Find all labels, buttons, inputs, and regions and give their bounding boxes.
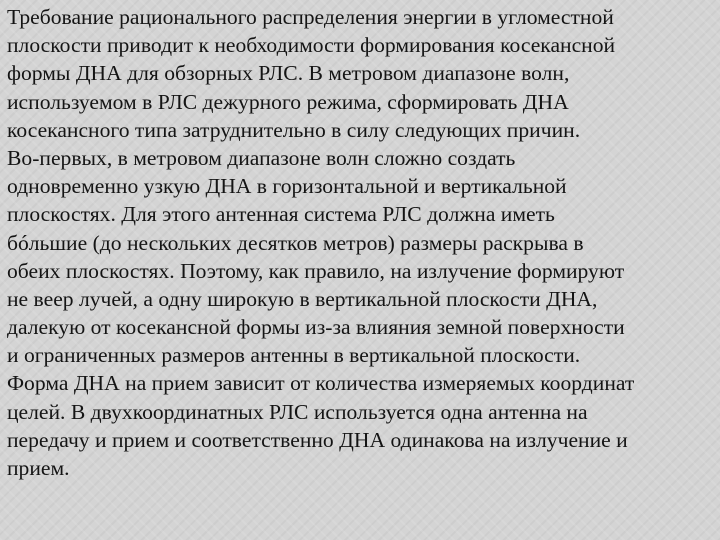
text-line: и ограниченных размеров антенны в вертикальной плоскости. — [7, 343, 581, 368]
text-line: плоскости приводит к необходимости формирования косекансной — [7, 33, 616, 58]
text-line: бóльшие (до нескольких десятков метров) размеры раскрыва в — [7, 230, 584, 255]
text-line: Во-первых, в метровом диапазоне волн сложно создать — [7, 145, 516, 170]
text-line: не веер лучей, а одну широкую в вертикальной плоскости ДНА, — [7, 286, 598, 311]
body-text — [7, 3, 715, 482]
text-line: прием. — [7, 456, 70, 480]
text-line: косекансного типа затруднительно в силу следующих причин. — [7, 117, 581, 142]
text-line: целей. В двухкоординатных РЛС используется одна антенна на — [7, 399, 588, 424]
text-line: передачу и прием и соответственно ДНА одинакова на излучение и — [7, 427, 628, 452]
text-line: далекую от косекансной формы из-за влияния земной поверхности — [7, 315, 625, 340]
text-line: Форма ДНА на прием зависит от количества измеряемых координат — [7, 371, 635, 396]
text-line: одновременно узкую ДНА в горизонтальной и вертикальной — [7, 174, 567, 199]
text-line: формы ДНА для обзорных РЛС. В метровом диапазоне волн, — [7, 61, 570, 86]
text-line: Требование рационального распределения энергии в угломестной — [7, 5, 614, 29]
text-line: обеих плоскостях. Поэтому, как правило, на излучение формируют — [7, 258, 625, 283]
text-line: используемом в РЛС дежурного режима, сформировать ДНА — [7, 89, 569, 114]
text-line: плоскостях. Для этого антенная система РЛС должна иметь — [7, 202, 555, 227]
